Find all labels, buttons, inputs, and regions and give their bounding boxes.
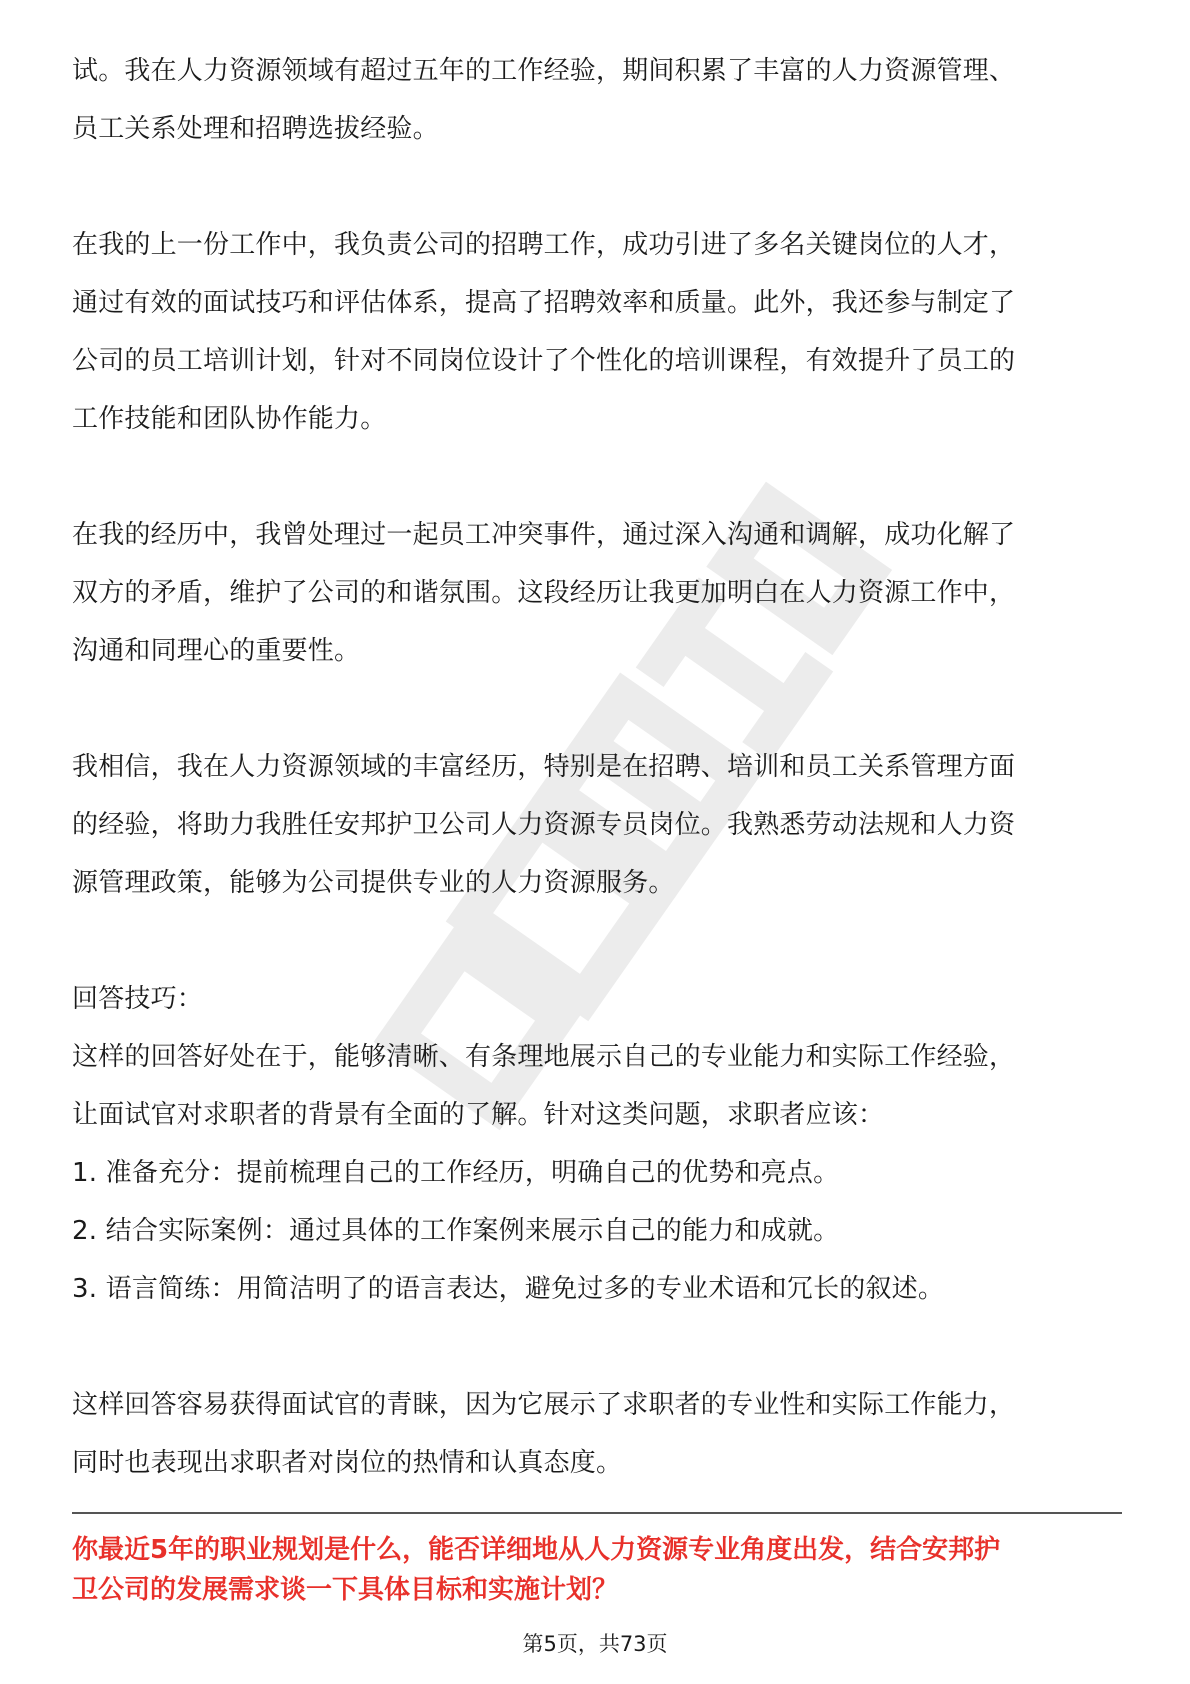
text-line: 这样回答容易获得面试官的青睐，因为它展示了求职者的专业性和实际工作能力， (72, 1390, 1016, 1420)
text-line: 同时也表现出求职者对岗位的热情和认真态度。 (72, 1448, 623, 1478)
text-line: 源管理政策，能够为公司提供专业的人力资源服务。 (72, 868, 675, 898)
paragraph-gap (72, 448, 1122, 506)
text-line: 通过有效的面试技巧和评估体系，提高了招聘效率和质量。此外，我还参与制定了 (72, 288, 1016, 318)
list-item: 2. 结合实际案例：通过具体的工作案例来展示自己的能力和成就。 (72, 1216, 840, 1246)
text-line: 让面试官对求职者的背景有全面的了解。针对这类问题，求职者应该： (72, 1100, 885, 1130)
question-line: 你最近5年的职业规划是什么，能否详细地从人力资源专业角度出发，结合安邦护 (72, 1535, 1001, 1565)
text-line: 公司的员工培训计划，针对不同岗位设计了个性化的培训课程，有效提升了员工的 (72, 346, 1016, 376)
text-line: 试。我在人力资源领域有超过五年的工作经验，期间积累了丰富的人力资源管理、 (72, 56, 1016, 86)
question-line: 卫公司的发展需求谈一下具体目标和实施计划？ (72, 1575, 619, 1605)
list-item: 1. 准备充分：提前梳理自己的工作经历，明确自己的优势和亮点。 (72, 1158, 840, 1188)
list-item: 3. 语言简练：用简洁明了的语言表达，避免过多的专业术语和冗长的叙述。 (72, 1274, 945, 1304)
paragraph-gap (72, 680, 1122, 738)
next-question (72, 1530, 1122, 1610)
text-line: 在我的上一份工作中，我负责公司的招聘工作，成功引进了多名关键岗位的人才， (72, 230, 1016, 260)
section-divider (72, 1512, 1122, 1514)
text-line: 我相信，我在人力资源领域的丰富经历，特别是在招聘、培训和员工关系管理方面 (72, 752, 1016, 782)
text-line: 沟通和同理心的重要性。 (72, 636, 361, 666)
page-number: 第5页，共73页 (522, 1632, 668, 1656)
paragraph-gap (72, 1318, 1122, 1376)
text-line: 员工关系处理和招聘选拔经验。 (72, 114, 439, 144)
text-line: 这样的回答好处在于，能够清晰、有条理地展示自己的专业能力和实际工作经验， (72, 1042, 1016, 1072)
paragraph-gap (72, 912, 1122, 970)
text-line: 的经验，将助力我胜任安邦护卫公司人力资源专员岗位。我熟悉劳动法规和人力资 (72, 810, 1016, 840)
text-line: 双方的矛盾，维护了公司的和谐氛围。这段经历让我更加明白在人力资源工作中， (72, 578, 1016, 608)
section-heading: 回答技巧： (72, 984, 204, 1014)
body-text (72, 42, 1122, 1492)
paragraph-gap (72, 158, 1122, 216)
text-line: 在我的经历中，我曾处理过一起员工冲突事件，通过深入沟通和调解，成功化解了 (72, 520, 1016, 550)
text-line: 工作技能和团队协作能力。 (72, 404, 387, 434)
